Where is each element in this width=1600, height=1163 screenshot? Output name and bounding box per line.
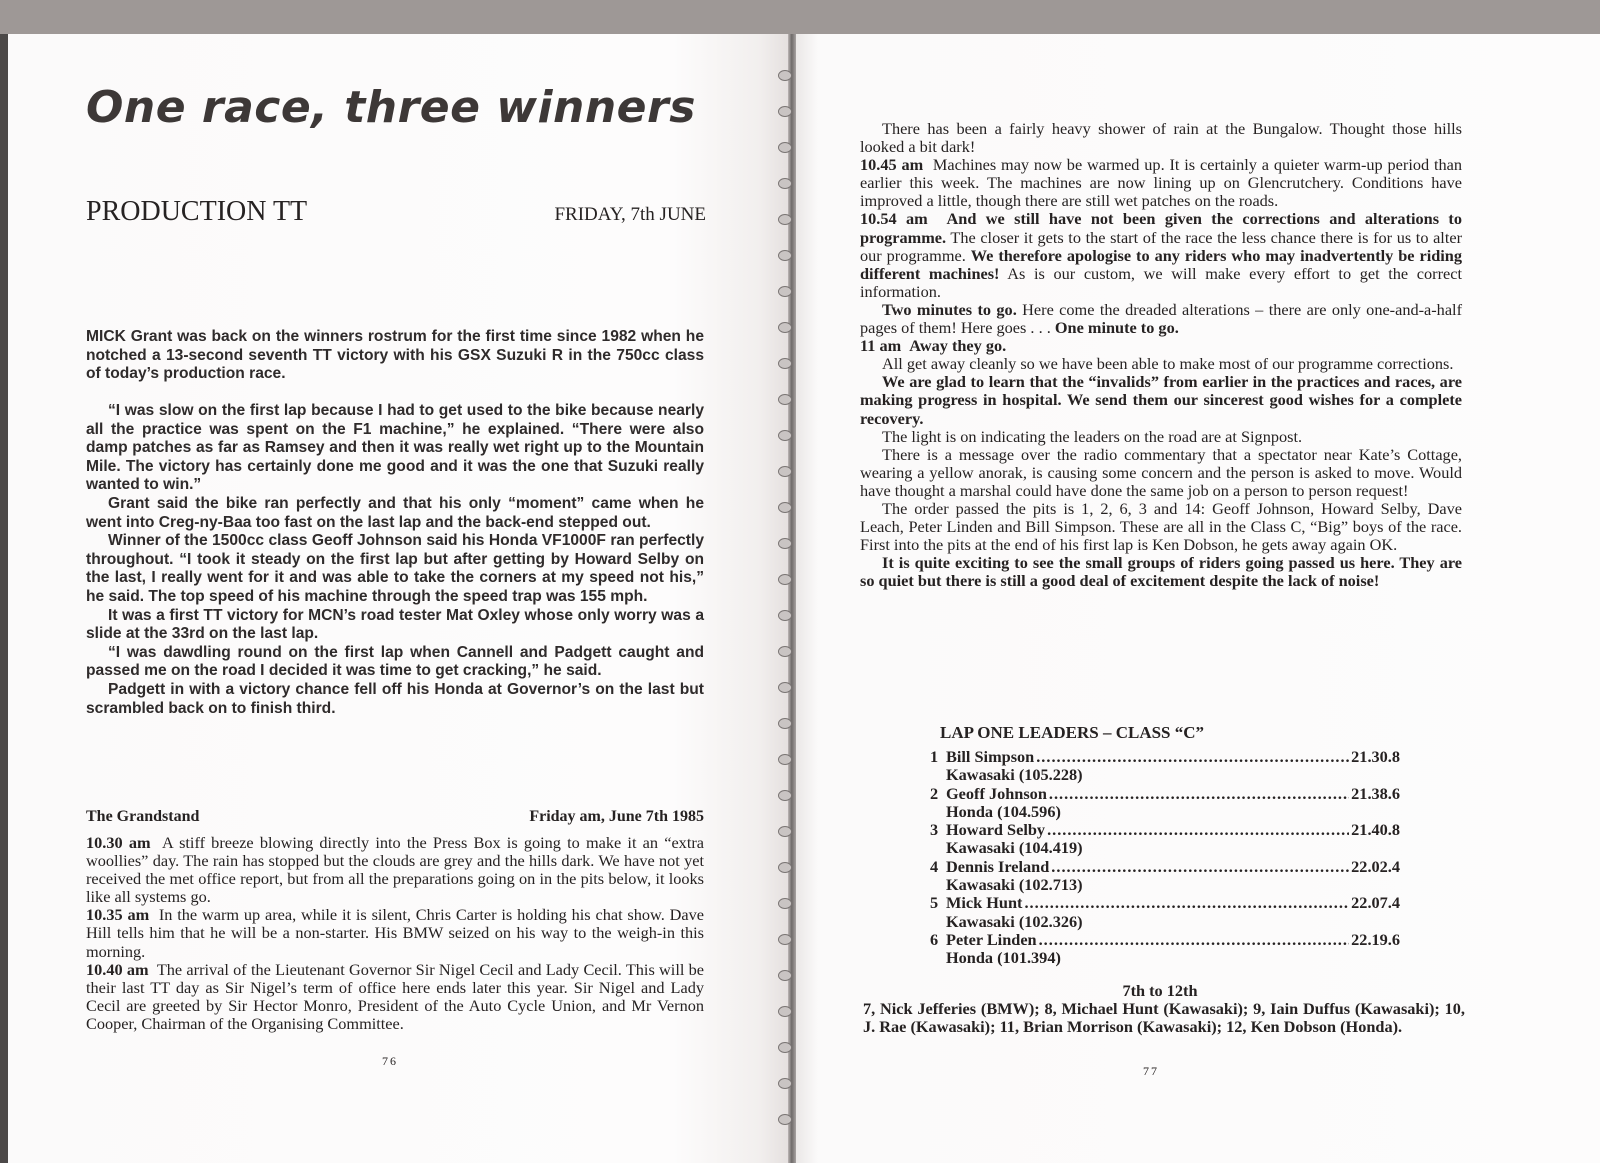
leader-name: Geoff Johnson: [946, 783, 1047, 803]
leader-dot-leader: [1051, 858, 1349, 876]
stitch-mark: [778, 322, 792, 333]
leader-time: 21.40.8: [1351, 820, 1400, 840]
page-number-left: 76: [382, 1054, 398, 1068]
log-bold-text: Two minutes to go.: [882, 299, 1017, 319]
leader-time: 22.02.4: [1351, 856, 1400, 876]
leader-name: Dennis Ireland: [946, 856, 1050, 876]
stitch-mark: [778, 1006, 792, 1017]
race-header: [86, 196, 706, 228]
log-time: 10.54 am: [860, 209, 928, 229]
leader-name: Mick Hunt: [946, 893, 1023, 913]
leader-machine-speed: Kawasaki (102.326): [946, 911, 1083, 931]
stitch-mark: [778, 250, 792, 261]
grandstand-date: Friday am, June 7th 1985: [529, 808, 704, 825]
leader-machine-speed: Kawasaki (105.228): [946, 765, 1083, 785]
leader-time: 22.19.6: [1351, 929, 1400, 949]
leader-machine-speed: Kawasaki (104.419): [946, 838, 1083, 858]
log-entry: [86, 961, 704, 1033]
leaders-table-title: LAP ONE LEADERS – CLASS “C”: [940, 723, 1205, 742]
log-text: As is our custom, we will make every effort to get the correct information.: [860, 263, 1462, 301]
log-time: 11 am: [860, 336, 902, 356]
stitch-mark: [778, 502, 792, 513]
leader-position: 1: [930, 747, 939, 766]
stitch-mark: [778, 970, 792, 981]
log-time: 10.30 am: [86, 833, 151, 852]
book-spine: [788, 34, 796, 1163]
stitch-mark: [778, 1078, 792, 1089]
log-bold-text: We therefore apologise to any riders who may inadvertently be riding different machines!: [860, 245, 1463, 283]
log-time: 10.35 am: [86, 905, 150, 925]
positions-7-12-title: 7th to 12th: [1122, 981, 1198, 1000]
leader-row: [930, 894, 1400, 912]
leader-position: 6: [930, 929, 939, 949]
article-intro: [86, 328, 704, 384]
log-text: The arrival of the Lieutenant Governor Sir Nigel Cecil and Lady Cecil. This will be their last TT day as Sir Nigel’s term of office here ends later this year. Sir Nigel and Lady Cecil are greeted by Sir Hector Monro, President of the Auto Cycle Union, and Mr Vernon Cooper, Chairman of the Organising Committee.: [86, 959, 705, 1033]
stitch-mark: [778, 178, 792, 189]
log-text: Machines may now be warmed up. It is certainly a quieter warm-up period than earlier this week. The machines are now lining up on Glencrutchery. Conditions have improved a little, though there are still wet patches on the roads.: [860, 155, 1463, 211]
stitch-mark: [778, 574, 792, 585]
leader-position: 5: [930, 893, 939, 913]
commentary-paragraph: It is quite exciting to see the small groups of riders going passed us here. They are so quiet but there is still a good deal of excitement despite the lack of noise!: [860, 553, 1462, 591]
leader-row: [930, 785, 1400, 803]
race-name: PRODUCTION TT: [86, 196, 308, 227]
stitch-mark: [778, 934, 792, 945]
log-entry: [86, 834, 704, 906]
stitch-mark: [778, 106, 792, 117]
stitch-mark: [778, 214, 792, 225]
intro-paragraph: MICK Grant was back on the winners rostrum for the first time since 1982 when he notched a 13-second seventh TT victory with his GSX Suzuki R in the 750cc class of today’s production race.: [86, 328, 704, 383]
leader-dot-leader: [1036, 748, 1349, 766]
page-number-right: 77: [1143, 1064, 1159, 1078]
book-edge: [0, 34, 8, 1163]
leader-name: Howard Selby: [946, 820, 1046, 840]
stitch-mark: [778, 1114, 792, 1125]
article-title: One race, three winners: [86, 82, 696, 133]
commentary-paragraph: [860, 301, 1462, 337]
stitch-mark: [778, 538, 792, 549]
body-paragraph: “I was slow on the first lap because I had to get used to the bike because nearly all the practice was spent on the F1 machine,” he explained. “There were also damp patches as far as Ramsey and then it was really wet right up to the Mountain Mile. The victory has certainly done me good and it was the one that Suzuki really wanted to win.”: [86, 402, 704, 494]
race-date: FRIDAY, 7th JUNE: [554, 204, 706, 225]
commentary-paragraph: There is a message over the radio commentary that a spectator near Kate’s Cottage, wearing a yellow anorak, is causing some concern and the person is asked to move. Would have thought a marshal could have done the same job on a person to person request!: [860, 444, 1462, 500]
leader-time: 21.38.6: [1351, 783, 1400, 803]
leader-row: [930, 821, 1400, 839]
stitch-mark: [778, 646, 792, 657]
leader-name: Bill Simpson: [946, 747, 1035, 766]
grandstand-log: [86, 834, 704, 1033]
positions-7-12-text: 7, Nick Jefferies (BMW); 8, Michael Hunt (Kawasaki); 9, Iain Duffus (Kawasaki); 10, J. Rae (Kawasaki); 11, Brian Morrison (Kawasaki); 12, Ken Dobson (Honda).: [863, 999, 1465, 1036]
stitch-mark: [778, 682, 792, 693]
leader-machine-speed: Honda (101.394): [946, 948, 1061, 968]
stitch-mark: [778, 754, 792, 765]
stitch-mark: [778, 718, 792, 729]
grandstand-header: [86, 808, 704, 826]
stitch-mark: [778, 826, 792, 837]
body-paragraph: It was a first TT victory for MCN’s road tester Mat Oxley whose only worry was a slide at the 33rd on the last lap.: [86, 606, 704, 643]
leader-position: 3: [930, 820, 939, 840]
leader-dot-leader: [1049, 785, 1349, 803]
stitch-mark: [778, 430, 792, 441]
leader-position: 4: [930, 856, 939, 876]
grandstand-heading: The Grandstand: [86, 808, 200, 825]
commentary-paragraph: We are glad to learn that the “invalids” from earlier in the practices and races, are making progress in hospital. We send them our sincerest good wishes for a complete recovery.: [860, 372, 1462, 428]
stitch-mark: [778, 862, 792, 873]
log-entry: [860, 156, 1462, 210]
leader-row: [930, 931, 1400, 949]
stitch-mark: [778, 790, 792, 801]
stitch-mark: [778, 358, 792, 369]
body-paragraph: “I was dawdling round on the first lap when Cannell and Padgett caught and passed me on the road I decided it was time to get cracking,” he said.: [86, 643, 704, 680]
body-paragraph: Grant said the bike ran perfectly and that his only “moment” came when he went into Creg-ny-Baa too fast on the last lap and the back-end stepped out.: [86, 494, 704, 531]
stitch-mark: [778, 1042, 792, 1053]
leader-dot-leader: [1024, 894, 1349, 912]
log-entry: [860, 337, 1462, 355]
live-commentary: [860, 120, 1462, 590]
log-text: In the warm up area, while it is silent, Chris Carter is holding his chat show. Dave Hill tells him that he will be a non-starter. His BMW seized on his way to the weigh-in this morning.: [86, 905, 705, 961]
leader-machine-speed: Kawasaki (102.713): [946, 875, 1083, 895]
leader-dot-leader: [1039, 931, 1350, 949]
stitch-mark: [778, 70, 792, 81]
log-bold-text: And we still have not been given the corrections and alterations to programme.: [860, 209, 1462, 247]
leader-position: 2: [930, 783, 939, 803]
leader-machine-speed: Honda (104.596): [946, 801, 1061, 821]
leader-row: [930, 858, 1400, 876]
leader-dot-leader: [1047, 821, 1349, 839]
stitch-mark: [778, 394, 792, 405]
body-paragraph: Padgett in with a victory chance fell off his Honda at Governor’s on the last but scrambled back on to finish third.: [86, 680, 704, 717]
leader-time: 22.07.4: [1351, 893, 1400, 913]
log-text: A stiff breeze blowing directly into the Press Box is going to make it an “extra woollies” day. The rain has stopped but the clouds are grey and the hills dark. We have not yet received the met office report, but from all the preparations going on in the pits below, it looks like all systems go.: [86, 833, 704, 907]
log-entry: [86, 906, 704, 960]
leaders-table: [930, 748, 1400, 968]
body-paragraph: Winner of the 1500cc class Geoff Johnson said his Honda VF1000F ran perfectly throughout. “I took it steady on the first lap but after getting by Howard Selby on the last, I really went for it and was able to take the corners at my speed not his,” he said. The top speed of his machine through the speed trap was 155 mph.: [86, 532, 704, 605]
stitch-mark: [778, 898, 792, 909]
leader-row: [930, 748, 1400, 766]
commentary-paragraph: There has been a fairly heavy shower of rain at the Bungalow. Thought those hills looked a bit dark!: [860, 119, 1462, 157]
leader-name: Peter Linden: [946, 929, 1037, 949]
article-body: [86, 402, 704, 718]
commentary-paragraph: The order passed the pits is 1, 2, 6, 3 and 14: Geoff Johnson, Howard Selby, Dave Leach, Peter Linden and Bill Simpson. These are all in the Class C, “Big” boys of the race. First into the pits at the end of his first lap is Ken Dobson, he gets away again OK.: [860, 498, 1462, 555]
log-text: Here come the dreaded alterations – there are only one-and-a-half pages of them! Here goes . . .: [860, 299, 1462, 338]
log-time: 10.40 am: [86, 959, 149, 979]
stitch-mark: [778, 466, 792, 477]
log-bold-text: Away they go.: [909, 336, 1007, 356]
commentary-paragraph: All get away cleanly so we have been able to make most of our programme corrections.: [882, 354, 1454, 374]
stitch-mark: [778, 142, 792, 153]
log-bold-text: One minute to go.: [1054, 318, 1179, 338]
log-text: The closer it gets to the start of the race the less chance there is for us to alter our programme.: [860, 227, 1462, 265]
stitch-mark: [778, 610, 792, 621]
log-entry: [860, 210, 1462, 300]
stitch-mark: [778, 286, 792, 297]
leader-time: 21.30.8: [1351, 747, 1400, 766]
commentary-paragraph: The light is on indicating the leaders on the road are at Signpost.: [882, 426, 1303, 446]
log-time: 10.45 am: [860, 155, 924, 175]
